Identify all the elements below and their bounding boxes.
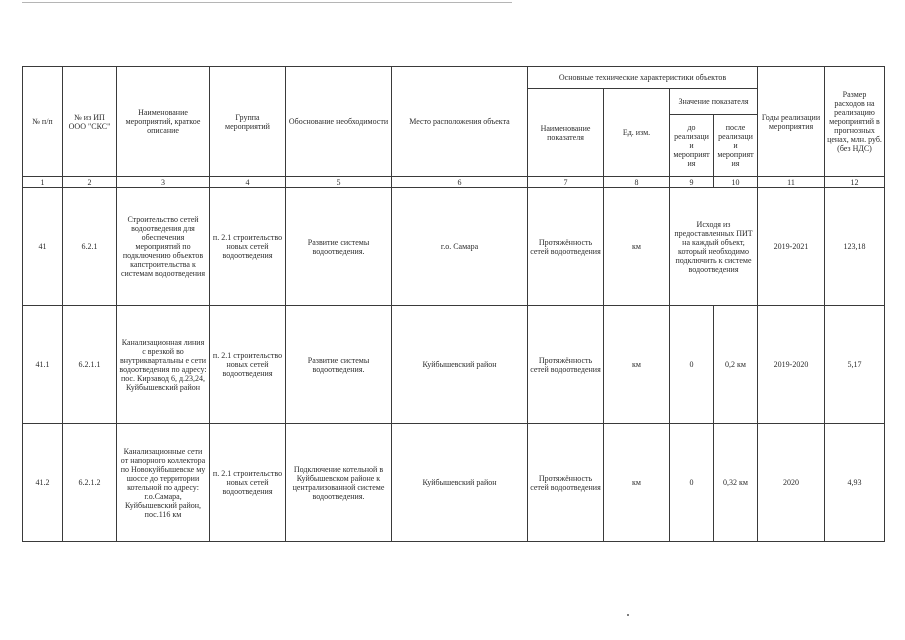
- col-header-value-group: Значение показателя: [670, 89, 758, 115]
- row-years: 2019-2020: [758, 306, 825, 424]
- row-group: п. 2.1 строительство новых сетей водоотведения: [210, 306, 286, 424]
- row-name: Канализационная линия с врезкой во внутриквартальны е сети водоотведения по адресу: пос. Кирзавод 6, д.23,24, Куйбышевский район: [117, 306, 210, 424]
- table-row: [23, 188, 885, 306]
- col-number: 6: [392, 177, 528, 188]
- col-number: 9: [670, 177, 714, 188]
- scan-speck: [627, 614, 629, 616]
- row-cost: 123,18: [825, 188, 885, 306]
- row-group: п. 2.1 строительство новых сетей водоотведения: [210, 424, 286, 542]
- row-num: 41.2: [23, 424, 63, 542]
- row-merged-value: Исходя из предоставленных ПИТ на каждый объект, который необходимо подключить к системе водоотведения: [670, 188, 758, 306]
- table-row: [23, 424, 885, 542]
- col-number: 8: [604, 177, 670, 188]
- row-cost: 5,17: [825, 306, 885, 424]
- row-place: г.о. Самара: [392, 188, 528, 306]
- measures-table: [22, 66, 885, 542]
- row-before: 0: [670, 424, 714, 542]
- row-indicator: Протяжённость сетей водоотведения: [528, 188, 604, 306]
- row-place: Куйбышевский район: [392, 424, 528, 542]
- row-years: 2019-2021: [758, 188, 825, 306]
- top-scan-line: [22, 2, 512, 3]
- row-ip-num: 6.2.1.1: [63, 306, 117, 424]
- row-indicator: Протяжённость сетей водоотведения: [528, 424, 604, 542]
- row-reason: Развитие системы водоотведения.: [286, 306, 392, 424]
- col-header-group: Группа мероприятий: [210, 67, 286, 177]
- col-header-after: после реализации мероприятия: [714, 115, 758, 177]
- col-number: 4: [210, 177, 286, 188]
- col-header-ip-num: № из ИП ООО "СКС": [63, 67, 117, 177]
- row-unit: км: [604, 306, 670, 424]
- col-header-tech-group: Основные технические характеристики объектов: [528, 67, 758, 89]
- col-number: 1: [23, 177, 63, 188]
- col-header-indicator: Наименование показателя: [528, 89, 604, 177]
- row-num: 41: [23, 188, 63, 306]
- col-header-years: Годы реализации мероприятия: [758, 67, 825, 177]
- row-indicator: Протяжённость сетей водоотведения: [528, 306, 604, 424]
- col-header-name: Наименование мероприятий, краткое описание: [117, 67, 210, 177]
- row-before: 0: [670, 306, 714, 424]
- row-ip-num: 6.2.1: [63, 188, 117, 306]
- col-header-reason: Обоснование необходимости: [286, 67, 392, 177]
- row-name: Канализационные сети от напорного коллектора по Новокуйбышевске му шоссе до территории котельной по адресу: г.о.Самара, Куйбышевский район, пос.116 км: [117, 424, 210, 542]
- col-header-before: до реализации мероприятия: [670, 115, 714, 177]
- col-number: 10: [714, 177, 758, 188]
- col-number: 11: [758, 177, 825, 188]
- col-header-place: Место расположения объекта: [392, 67, 528, 177]
- row-num: 41.1: [23, 306, 63, 424]
- col-header-cost: Размер расходов на реализацию мероприятий в прогнозных ценах, млн. руб. (без НДС): [825, 67, 885, 177]
- row-ip-num: 6.2.1.2: [63, 424, 117, 542]
- row-cost: 4,93: [825, 424, 885, 542]
- col-header-unit: Ед. изм.: [604, 89, 670, 177]
- row-place: Куйбышевский район: [392, 306, 528, 424]
- col-number: 3: [117, 177, 210, 188]
- col-number: 12: [825, 177, 885, 188]
- table-row: [23, 306, 885, 424]
- row-years: 2020: [758, 424, 825, 542]
- col-number: 5: [286, 177, 392, 188]
- row-after: 0,32 км: [714, 424, 758, 542]
- col-header-num: № п/п: [23, 67, 63, 177]
- col-number: 2: [63, 177, 117, 188]
- row-unit: км: [604, 188, 670, 306]
- row-unit: км: [604, 424, 670, 542]
- row-reason: Развитие системы водоотведения.: [286, 188, 392, 306]
- row-name: Строительство сетей водоотведения для обеспечения мероприятий по подключению объектов капстроительства к системам водоотведения: [117, 188, 210, 306]
- col-number: 7: [528, 177, 604, 188]
- row-group: п. 2.1 строительство новых сетей водоотведения: [210, 188, 286, 306]
- row-reason: Подключение котельной в Куйбышевском районе к централизованной системе водоотведения.: [286, 424, 392, 542]
- row-after: 0,2 км: [714, 306, 758, 424]
